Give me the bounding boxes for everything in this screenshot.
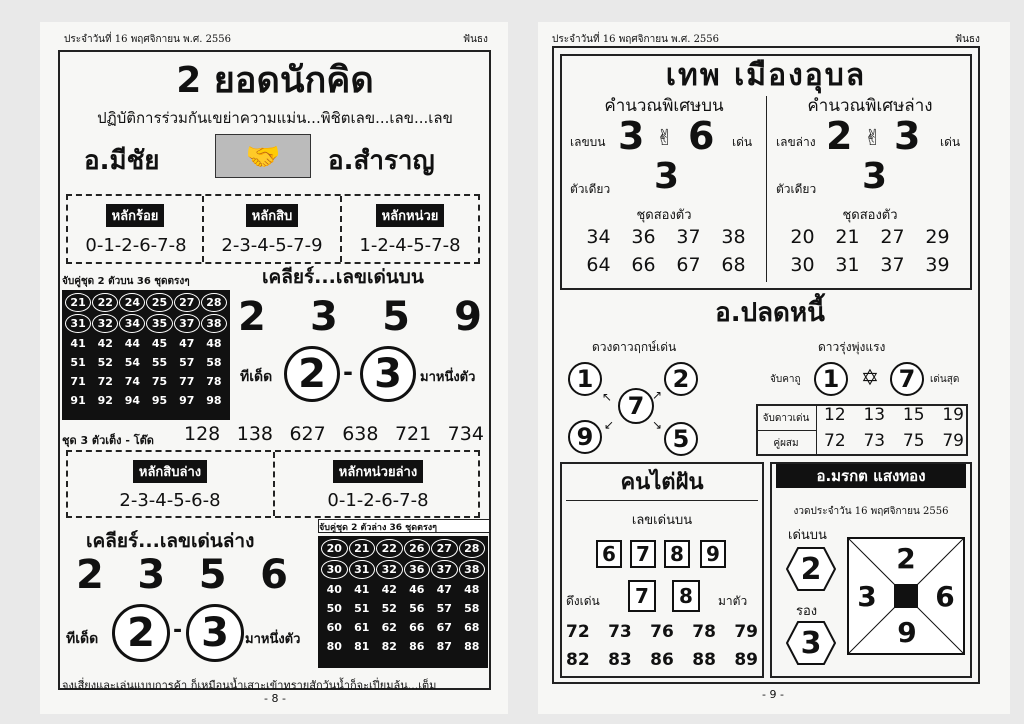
pair-number: 30 [790, 254, 815, 276]
clear-lower-digit: 3 [137, 552, 166, 598]
clear-upper-digit: 3 [310, 294, 338, 340]
pair-number: 38 [721, 226, 746, 248]
single-lower-label: มาหนึ่งตัว [245, 632, 301, 647]
morakot-second-label: รอง [796, 604, 818, 619]
lower-single-label: ตัวเดียว [776, 182, 817, 196]
tided-lower-ball-2: 3 [186, 604, 244, 662]
pair-cell: 87 [436, 640, 452, 653]
pair-cell: 58 [206, 356, 222, 369]
arrow-icon: ↖ [602, 390, 613, 404]
pair-cell: 47 [179, 337, 195, 350]
pair-cell: 24 [119, 293, 145, 312]
diamond-left: 3 [857, 579, 877, 613]
pair-cell: 57 [179, 356, 195, 369]
table-number: 13 [863, 405, 886, 425]
tens-digits: 2-3-4-5-7-9 [221, 234, 323, 256]
pair-cell: 95 [151, 394, 168, 407]
pair-number: 68 [721, 254, 746, 276]
pair-number: 34 [586, 226, 611, 248]
morakot-second-digit: 3 [800, 625, 822, 661]
tided-dash: - [173, 618, 183, 643]
dream-number: 88 [692, 650, 716, 670]
dream-number: 72 [566, 622, 590, 642]
dream-upper-box: 9 [700, 540, 726, 568]
set3-number: 638 [342, 423, 379, 445]
pair-cell: 38 [459, 560, 486, 579]
pair-cell: 22 [92, 293, 118, 312]
pair-cell: 22 [376, 539, 403, 558]
dream-number: 86 [650, 650, 674, 670]
diamond-bottom: 9 [897, 615, 917, 649]
upper-calc-digit-1: 3 [618, 114, 645, 158]
tens-lower-label: หลักสิบล่าง [133, 460, 207, 483]
pair-cell: 47 [436, 583, 452, 596]
upper-single-label: ตัวเดียว [570, 182, 611, 196]
hundreds-label: หลักร้อย [106, 204, 165, 227]
clear-lower-digit: 5 [198, 552, 227, 598]
pair-cell: 56 [409, 602, 425, 615]
arrow-icon: ↙ [604, 418, 615, 432]
upper-pairs-heading: ชุดสองตัว [636, 207, 692, 223]
pair-cell: 71 [70, 375, 86, 388]
table-label-1: จับดาวเด่น [762, 412, 810, 424]
pair-cell: 66 [409, 621, 425, 634]
tens-lower-digits: 2-3-4-5-6-8 [119, 489, 221, 511]
lower-single-digit: 3 [862, 156, 888, 197]
table-number: 15 [902, 405, 925, 425]
clear-upper-digits [238, 294, 482, 344]
pair-cell: 58 [464, 602, 480, 615]
pair-cell: 50 [326, 602, 342, 615]
units-digits: 1-2-4-5-7-8 [359, 234, 461, 256]
pair-cell: 41 [354, 583, 370, 596]
rising-ball-2: 7 [890, 362, 924, 396]
pair-number: 64 [586, 254, 611, 276]
pair-cell: 54 [124, 356, 141, 369]
dream-number: 89 [734, 650, 758, 670]
upper-pairs-label: จับคู่ชุด 2 ตัวบน 36 ชุดตรงๆ [62, 276, 190, 287]
pair-cell: 88 [464, 640, 480, 653]
upper-calc-digit-2: 6 [688, 114, 715, 158]
person-left-name: อ.มีชัย [84, 146, 160, 176]
pair-number: 36 [631, 226, 656, 248]
pair-cell: 55 [151, 356, 168, 369]
tided-upper-ball-2: 3 [360, 346, 416, 402]
pair-cell: 91 [70, 394, 86, 407]
diamond-right: 6 [935, 579, 955, 613]
victory-hand-icon: ✌ [863, 125, 883, 151]
lower-calc-digit-2: 3 [894, 114, 921, 158]
pair-cell: 28 [201, 293, 227, 312]
victory-hand-icon: ✌ [655, 125, 675, 151]
pair-cell: 30 [321, 560, 348, 579]
arrow-icon: ↗ [652, 388, 663, 402]
table-row-2 [824, 431, 964, 451]
pair-cell: 45 [151, 337, 168, 350]
pladnee-title: อ.ปลดหนี้ [715, 297, 825, 328]
morakot-lead-label: เด่นบน [788, 528, 827, 543]
star-ball-2: 2 [664, 362, 698, 396]
star-ball-center: 7 [618, 388, 654, 424]
dream-pull-box: 8 [672, 580, 700, 612]
pair-cell: 46 [409, 583, 425, 596]
pair-cell: 31 [65, 314, 91, 333]
dream-upper-box: 7 [630, 540, 656, 568]
tens-label: หลักสิบ [246, 204, 299, 227]
morakot-lead-digit: 2 [800, 551, 822, 587]
pair-number: 39 [925, 254, 950, 276]
lower-pairs-label: จับคู่ชุด 2 ตัวล่าง 36 ชุดตรงๆ [318, 519, 490, 533]
pair-cell: 32 [376, 560, 403, 579]
pair-cell: 92 [97, 394, 113, 407]
pair-cell: 37 [174, 314, 200, 333]
pair-number: 66 [631, 254, 656, 276]
pair-cell: 67 [436, 621, 452, 634]
units-lower-digits: 0-1-2-6-7-8 [327, 489, 429, 511]
clear-upper-digit: 5 [382, 294, 410, 340]
pair-cell: 21 [65, 293, 91, 312]
tided-dash: - [343, 358, 353, 386]
units-lower-label: หลักหน่วยล่าง [333, 460, 423, 483]
clear-upper-digit: 9 [454, 294, 482, 340]
pair-cell: 34 [119, 314, 145, 333]
pair-cell: 68 [464, 621, 480, 634]
set3-label: ชุด 3 ตัวเต็ง - โต๊ด [62, 434, 154, 447]
tided-upper-label: ทีเด็ด [240, 369, 273, 385]
set3-number: 734 [447, 423, 484, 445]
lower-calc-label: เลขล่าง [776, 135, 816, 149]
pair-number: 31 [835, 254, 860, 276]
pair-cell: 21 [349, 539, 376, 558]
dream-row-1 [566, 622, 758, 642]
pair-cell: 38 [201, 314, 227, 333]
pair-cell: 51 [70, 356, 86, 369]
pair-cell: 80 [326, 640, 342, 653]
pair-cell: 28 [459, 539, 486, 558]
table-row-1 [824, 405, 964, 425]
single-upper-label: มาหนึ่งตัว [420, 370, 476, 385]
rising-ball-1: 1 [814, 362, 848, 396]
clear-lower-label: เคลียร์...เลขเด่นล่าง [86, 530, 255, 552]
star-of-david-icon: ✡ [860, 365, 880, 391]
pair-cell: 98 [206, 394, 222, 407]
pair-cell: 44 [124, 337, 141, 350]
hundreds-digits: 0-1-2-6-7-8 [85, 234, 187, 256]
pair-cell: 78 [206, 375, 222, 388]
right-header-date: ประจำวันที่ 16 พฤศจิกายน พ.ศ. 2556 [552, 34, 720, 45]
pair-number: 21 [835, 226, 860, 248]
left-header-brand: ฟันธง [463, 34, 488, 45]
star-ball-1: 1 [568, 362, 602, 396]
pair-cell: 75 [151, 375, 168, 388]
best-label: เด่นสุด [930, 374, 960, 385]
lower-pairs-heading: ชุดสองตัว [842, 207, 898, 223]
pair-label: จับคาถู [770, 374, 801, 385]
left-subtitle: ปฏิบัติการร่วมกันเขย่าความแม่น...พิชิตเลข...เลข...เลข [97, 109, 453, 127]
pair-cell: 27 [431, 539, 458, 558]
pair-cell: 97 [179, 394, 195, 407]
pair-cell: 42 [97, 337, 113, 350]
units-label: หลักหน่วย [376, 204, 445, 227]
pair-cell: 51 [354, 602, 370, 615]
pair-cell: 81 [354, 640, 370, 653]
clear-lower-digit: 2 [76, 552, 104, 598]
pair-number: 27 [880, 226, 905, 248]
table-number: 73 [863, 431, 886, 451]
upper-calc-label: เลขบน [570, 135, 606, 149]
set3-number: 627 [289, 423, 326, 445]
pair-cell: 41 [70, 337, 86, 350]
right-header-brand: ฟันธง [955, 34, 980, 45]
dream-number: 76 [650, 622, 674, 642]
dream-divider [566, 500, 758, 501]
pair-cell: 82 [381, 640, 397, 653]
lower-pairs-grid [321, 539, 485, 655]
table-number: 75 [902, 431, 925, 451]
left-title: 2 ยอดนักคิด [176, 59, 374, 101]
pair-cell: 74 [124, 375, 141, 388]
clear-lower-digits [76, 552, 288, 600]
lower-calc-digit-1: 2 [826, 114, 853, 158]
upper-calc-heading: คำนวณพิเศษบน [604, 95, 724, 116]
pair-cell: 26 [404, 539, 431, 558]
arrow-icon: ↘ [652, 418, 663, 432]
pair-cell: 77 [179, 375, 195, 388]
handshake-icon: 🤝 [215, 134, 311, 178]
lower-calc-pairs [780, 226, 960, 276]
tided-upper-ball-1: 2 [284, 346, 340, 402]
pair-cell: 86 [409, 640, 425, 653]
dream-upper-box: 8 [664, 540, 690, 568]
clear-upper-label: เคลียร์...เลขเด่นบน [262, 266, 424, 288]
right-page-number: - 9 - [762, 688, 784, 701]
pair-cell: 60 [326, 621, 342, 634]
column-divider [273, 452, 275, 516]
set3-number: 721 [394, 423, 432, 445]
dream-pull-box: 7 [628, 580, 656, 612]
pair-cell: 32 [92, 314, 118, 333]
diamond-top: 2 [896, 541, 916, 575]
dream-number: 82 [566, 650, 590, 670]
rising-star-label: ดาวรุ่งพุ่งแรง [818, 340, 886, 354]
tided-lower-label: ทีเด็ด [66, 631, 99, 647]
morakot-title: อ.มรกต แสงทอง [776, 464, 966, 488]
lower-pairs-block [318, 536, 488, 668]
left-page-number: - 8 - [264, 692, 286, 705]
table-divider [816, 404, 817, 456]
dream-number: 79 [734, 622, 758, 642]
pair-number: 37 [676, 226, 701, 248]
pair-number: 37 [880, 254, 905, 276]
dream-upper-label: เลขเด่นบน [631, 512, 693, 528]
set3-number: 128 [184, 423, 221, 445]
star-ball-3: 9 [568, 420, 602, 454]
pair-cell: 35 [146, 314, 172, 333]
upper-calc-pairs [576, 226, 756, 276]
left-footer: จงเสี่ยงและเล่นแบบการค้า ก็เหมือนน้ำเสาะเข้าทรายสักวันน้ำก็จะเปี่ยมล้น...เต็ม [62, 679, 437, 692]
pair-cell: 36 [404, 560, 431, 579]
pair-cell: 27 [174, 293, 200, 312]
pair-cell: 42 [381, 583, 397, 596]
star-ball-4: 5 [664, 422, 698, 456]
pair-cell: 40 [326, 583, 342, 596]
pair-cell: 25 [146, 293, 172, 312]
dream-number: 83 [608, 650, 632, 670]
left-header-date: ประจำวันที่ 16 พฤศจิกายน พ.ศ. 2556 [64, 34, 232, 45]
pair-number: 20 [790, 226, 815, 248]
table-number: 12 [824, 405, 846, 425]
upper-calc-lead-label: เด่น [732, 135, 753, 149]
dream-title: คนไต่ฝัน [620, 469, 704, 495]
set3-number: 138 [236, 423, 273, 445]
pair-cell: 48 [464, 583, 480, 596]
thep-title: เทพ เมืองอุบล [665, 57, 867, 93]
table-divider [756, 430, 816, 431]
pair-cell: 37 [431, 560, 458, 579]
table-number: 19 [942, 405, 964, 425]
pair-cell: 57 [436, 602, 452, 615]
pair-cell: 31 [349, 560, 376, 579]
dream-upper-box: 6 [596, 540, 622, 568]
pair-cell: 61 [354, 621, 370, 634]
clear-upper-digit: 2 [238, 294, 266, 340]
pair-cell: 20 [321, 539, 348, 558]
pair-cell: 52 [381, 602, 397, 615]
upper-pairs-grid [65, 293, 227, 409]
table-label-2: คู่ผสม [773, 437, 799, 449]
calc-divider [766, 96, 767, 282]
table-number: 79 [942, 431, 964, 451]
pair-number: 67 [676, 254, 701, 276]
clear-lower-digit: 6 [260, 552, 288, 598]
upper-pairs-block [62, 290, 230, 420]
upper-single-digit: 3 [654, 156, 680, 197]
pair-cell: 94 [124, 394, 141, 407]
pair-cell: 62 [381, 621, 397, 634]
table-number: 72 [824, 431, 846, 451]
lucky-star-label: ดวงดาวฤกษ์เด่น [592, 340, 677, 354]
dream-row-2 [566, 650, 758, 670]
pair-cell: 52 [97, 356, 113, 369]
lower-calc-lead-label: เด่น [940, 135, 961, 149]
person-right-name: อ.สำราญ [328, 146, 435, 176]
pair-number: 29 [925, 226, 950, 248]
pair-cell: 48 [206, 337, 222, 350]
dream-number: 78 [692, 622, 716, 642]
set3-numbers [184, 423, 484, 447]
lower-calc-heading: คำนวณพิเศษล่าง [807, 95, 933, 116]
dream-pull-label: ดึงเด่น [566, 594, 600, 608]
morakot-date: งวดประจำวัน 16 พฤศจิกายน 2556 [793, 506, 949, 517]
tided-lower-ball-1: 2 [112, 604, 170, 662]
dream-many-label: มาตัว [718, 594, 748, 608]
pair-cell: 72 [97, 375, 113, 388]
dream-number: 73 [608, 622, 632, 642]
